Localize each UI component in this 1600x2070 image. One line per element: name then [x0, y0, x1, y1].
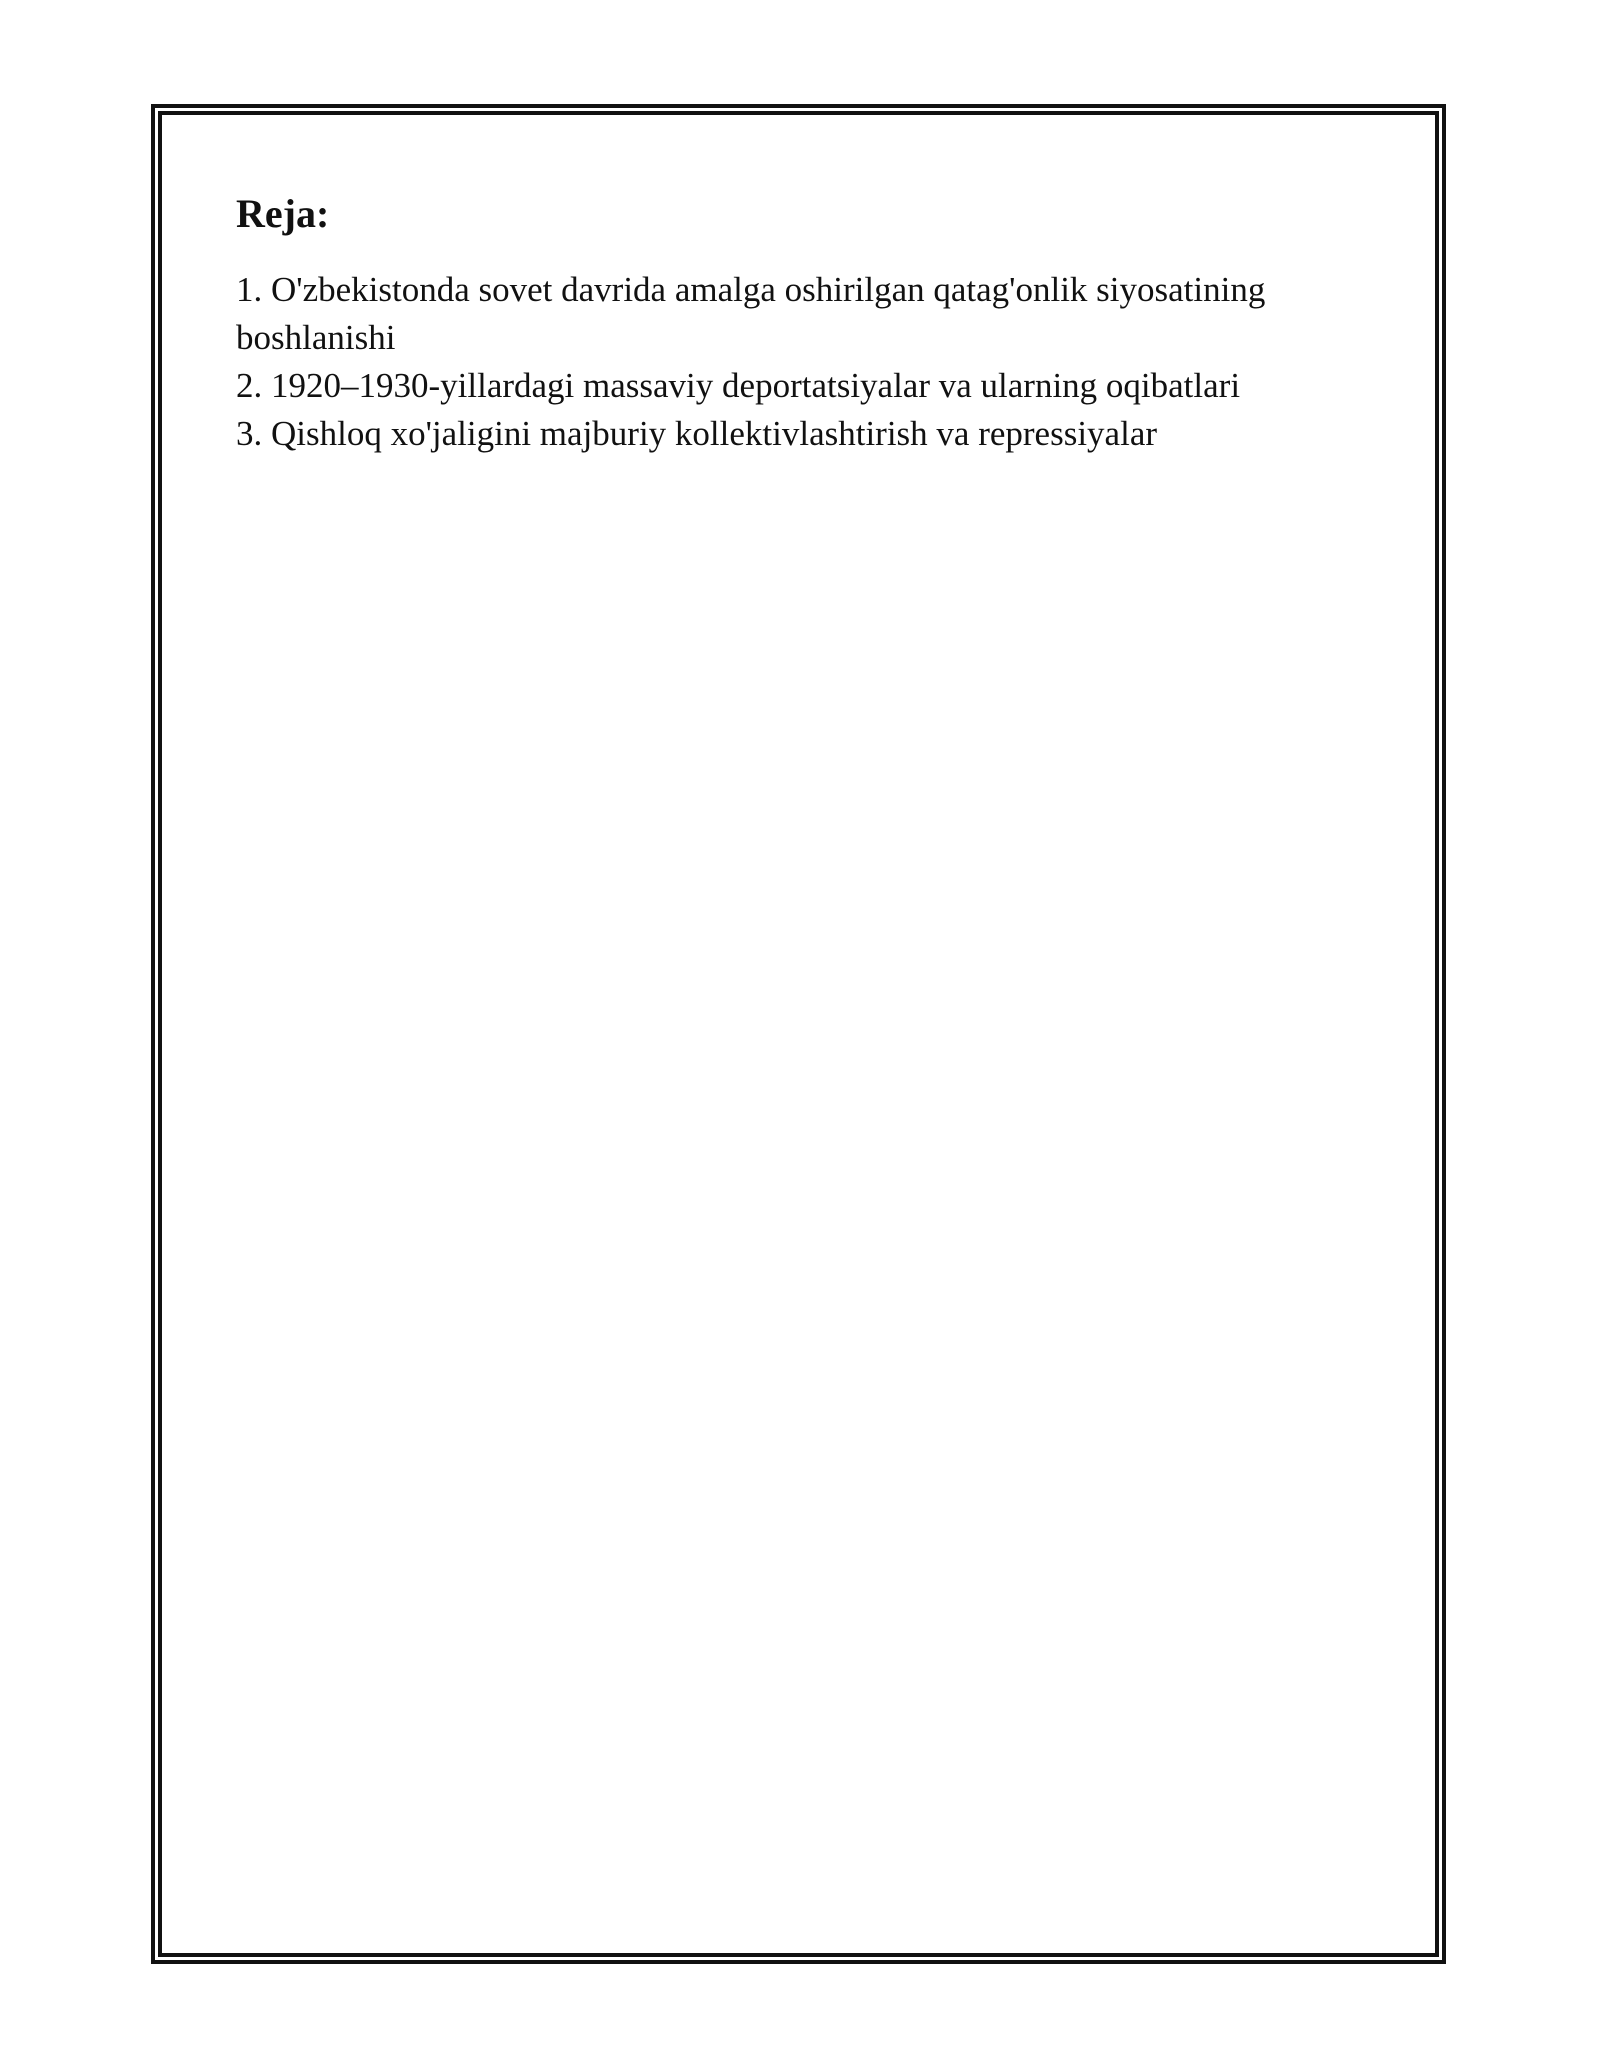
plan-list	[236, 266, 1346, 458]
document-content	[236, 188, 1346, 458]
plan-item-1: 1. O'zbekistonda sovet davrida amalga oshirilgan qatag'onlik siyosatining boshlanishi	[236, 270, 1266, 357]
plan-heading: Reja:	[236, 191, 330, 236]
plan-item-2: 2. 1920–1930-yillardagi massaviy deportatsiyalar va ularning oqibatlari	[236, 366, 1241, 405]
plan-item-3: 3. Qishloq xo'jaligini majburiy kollektivlashtirish va repressiyalar	[236, 414, 1158, 453]
